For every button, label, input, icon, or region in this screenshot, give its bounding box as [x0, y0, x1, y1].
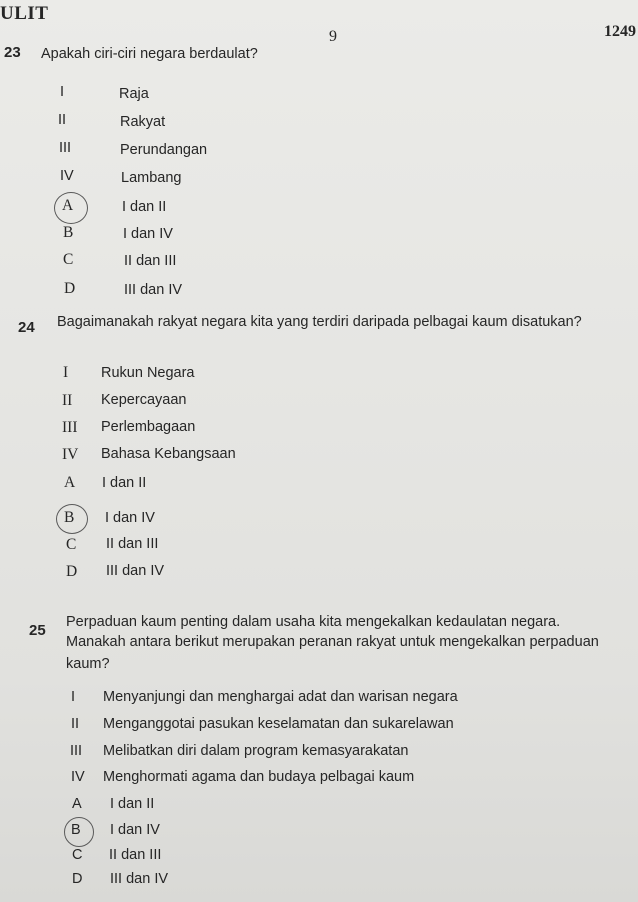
q24-item-1-text: Rukun Negara: [101, 365, 195, 381]
q25-option-d-text[interactable]: III dan IV: [110, 871, 169, 887]
q23-item-4-roman: IV: [60, 168, 74, 184]
q23-option-b-letter[interactable]: B: [63, 224, 74, 241]
exam-code: ULIT: [0, 3, 49, 24]
page-number: 9: [329, 28, 337, 45]
q23-option-a-text[interactable]: I dan II: [122, 199, 167, 215]
question-25-text-line-3: kaum?: [66, 656, 110, 672]
q24-option-d-letter[interactable]: D: [66, 563, 78, 580]
q23-option-d-text[interactable]: III dan IV: [124, 282, 183, 298]
q23-option-a-letter[interactable]: A: [62, 197, 74, 214]
q25-item-4-text: Menghormati agama dan budaya pelbagai kaum: [103, 769, 415, 785]
q23-item-2-roman: II: [58, 112, 67, 128]
q24-item-4-text: Bahasa Kebangsaan: [101, 446, 236, 462]
q23-option-c-text[interactable]: II dan III: [124, 253, 177, 269]
q24-item-1-roman: I: [63, 364, 69, 381]
q24-item-3-text: Perlembagaan: [101, 419, 196, 435]
q25-option-d-letter[interactable]: D: [72, 871, 83, 887]
q25-option-a-text[interactable]: I dan II: [110, 796, 155, 812]
q25-item-1-text: Menyanjungi dan menghargai adat dan warisan negara: [103, 689, 458, 705]
q23-option-c-letter[interactable]: C: [63, 251, 74, 268]
question-25-number: 25: [29, 622, 46, 639]
q24-option-b-text[interactable]: I dan IV: [105, 510, 155, 526]
q23-item-3-roman: III: [59, 140, 72, 156]
question-24-text: Bagaimanakah rakyat negara kita yang terdiri daripada pelbagai kaum disatukan?: [57, 314, 582, 330]
q23-item-1-text: Raja: [119, 86, 149, 102]
q25-item-1-roman: I: [71, 689, 76, 705]
q25-item-2-roman: II: [71, 716, 80, 732]
q23-item-1-roman: I: [60, 84, 65, 100]
q25-item-2-text: Menganggotai pasukan keselamatan dan sukarelawan: [103, 716, 454, 732]
q24-item-4-roman: IV: [62, 446, 79, 463]
q24-option-c-text[interactable]: II dan III: [106, 536, 159, 552]
q23-item-3-text: Perundangan: [120, 142, 208, 158]
q25-option-b-text[interactable]: I dan IV: [110, 822, 160, 838]
paper-code: 1249: [604, 23, 636, 40]
question-23-number: 23: [4, 44, 21, 61]
q25-item-3-text: Melibatkan diri dalam program kemasyarakatan: [103, 743, 409, 759]
question-23-text: Apakah ciri-ciri negara berdaulat?: [41, 46, 258, 62]
q24-item-2-text: Kepercayaan: [101, 392, 187, 408]
q24-item-3-roman: III: [62, 419, 78, 436]
q23-option-d-letter[interactable]: D: [64, 280, 76, 297]
q25-option-b-letter[interactable]: B: [71, 822, 81, 838]
question-25-text-line-2: Manakah antara berikut merupakan peranan rakyat untuk mengekalkan perpaduan: [66, 634, 599, 650]
q23-item-4-text: Lambang: [121, 170, 182, 186]
q24-option-d-text[interactable]: III dan IV: [106, 563, 165, 579]
q25-item-3-roman: III: [70, 743, 83, 759]
q25-item-4-roman: IV: [71, 769, 85, 785]
q24-option-a-text[interactable]: I dan II: [102, 475, 147, 491]
q24-option-a-letter[interactable]: A: [64, 474, 76, 491]
q25-option-c-text[interactable]: II dan III: [109, 847, 162, 863]
question-25-text-line-1: Perpaduan kaum penting dalam usaha kita mengekalkan kedaulatan negara.: [66, 614, 561, 630]
question-24-number: 24: [18, 319, 35, 336]
q24-item-2-roman: II: [62, 392, 73, 409]
q23-option-b-text[interactable]: I dan IV: [123, 226, 173, 242]
q24-option-c-letter[interactable]: C: [66, 536, 77, 553]
q25-option-a-letter[interactable]: A: [72, 796, 82, 812]
q25-option-c-letter[interactable]: C: [72, 847, 83, 863]
q23-item-2-text: Rakyat: [120, 114, 166, 130]
q24-option-b-letter[interactable]: B: [64, 509, 75, 526]
